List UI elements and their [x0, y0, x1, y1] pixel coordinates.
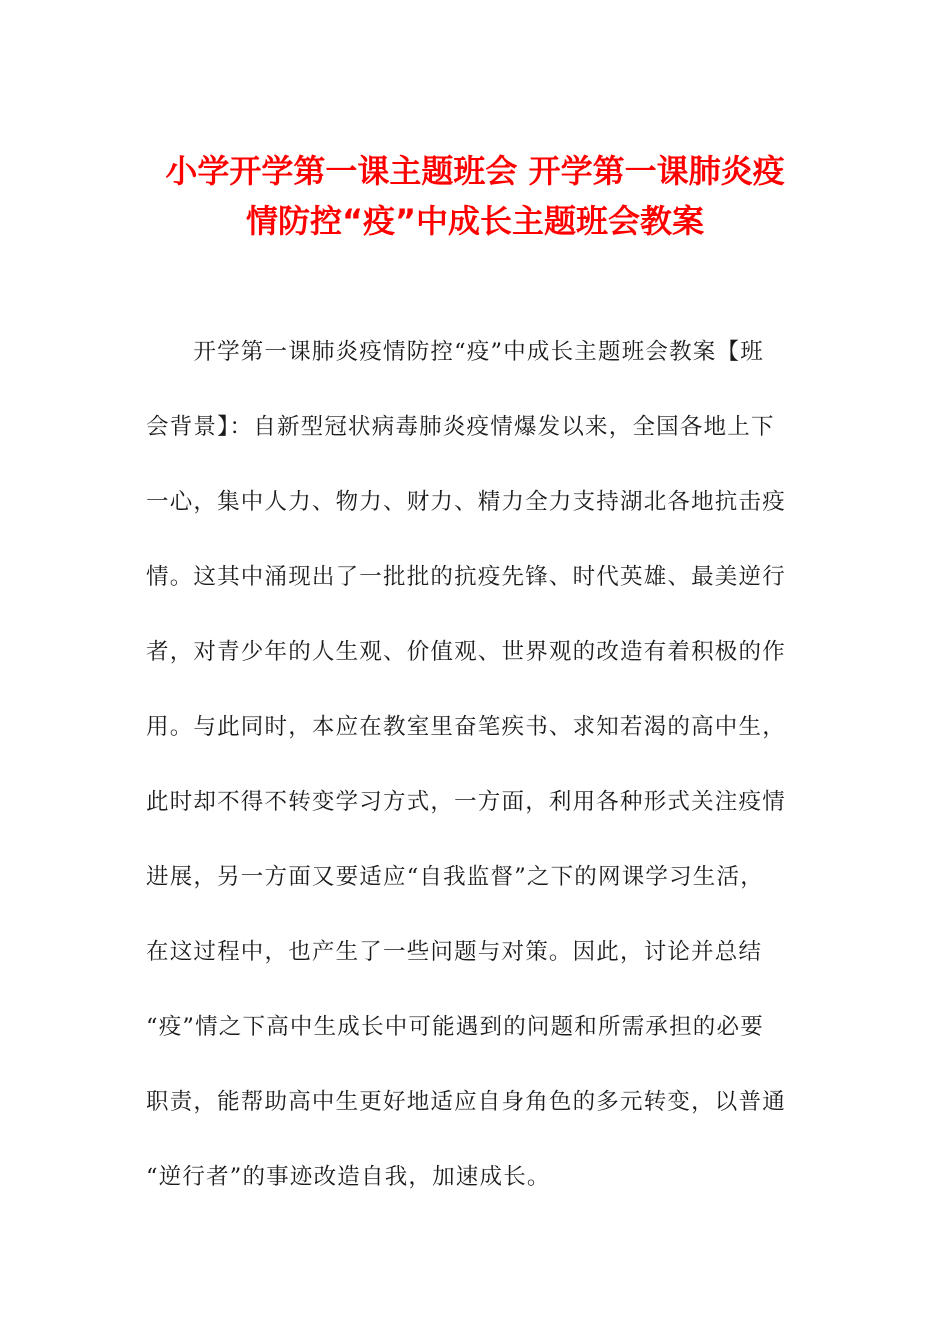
body-line: 进展，另一方面又要适应“自我监督”之下的网课学习生活，: [146, 864, 764, 890]
body-line: 用。与此同时，本应在教室里奋笔疾书、求知若渴的高中生，: [146, 714, 786, 740]
body-line: 此时却不得不转变学习方式，一方面，利用各种形式关注疫情: [146, 789, 786, 815]
document-title: [100, 146, 850, 246]
body-line: 情。这其中涌现出了一批批的抗疫先锋、时代英雄、最美逆行: [146, 564, 786, 590]
body-line: 职责，能帮助高中生更好地适应自身角色的多元转变，以普通: [146, 1089, 786, 1115]
body-line: “疫”情之下高中生成长中可能遇到的问题和所需承担的必要: [146, 1014, 764, 1040]
title-line: 小学开学第一课主题班会 开学第一课肺炎疫: [165, 152, 785, 190]
body-line: 在这过程中，也产生了一些问题与对策。因此，讨论并总结: [146, 939, 763, 965]
body-line: “逆行者”的事迹改造自我，加速成长。: [146, 1164, 551, 1190]
body-line: 一心，集中人力、物力、财力、精力全力支持湖北各地抗击疫: [146, 489, 786, 515]
body-line: 者，对青少年的人生观、价值观、世界观的改造有着积极的作: [146, 639, 786, 665]
body-line: 会背景】：自新型冠状病毒肺炎疫情爆发以来，全国各地上下: [146, 414, 775, 440]
document-body: [146, 330, 806, 1230]
body-line: 开学第一课肺炎疫情防控“疫”中成长主题班会教案【班: [146, 339, 764, 365]
title-line: 情防控“疫”中成长主题班会教案: [245, 202, 705, 240]
